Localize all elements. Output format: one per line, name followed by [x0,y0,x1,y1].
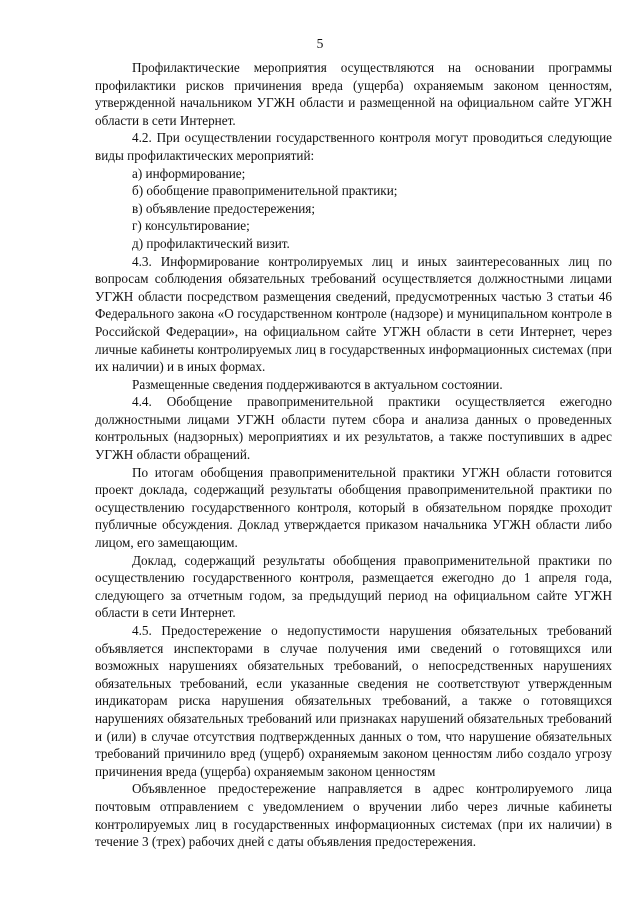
paragraph-warning-delivery: Объявленное предостережение направляется в адрес контролируемого лица почтовым отправлением с уведомлением о вручении либо через личные кабинеты контролируемых лиц в государственных информационных системах (при их наличии) в течение 3 (трех) рабочих дней с даты объявления предостережения. [95,781,612,850]
document-body [95,59,612,851]
list-item-v: в) объявление предостережения; [132,200,316,216]
paragraph-4-4: 4.4. Обобщение правоприменительной практики осуществляется ежегодно должностными лицами УГЖН области путем сбора и анализа данных о проведенных контрольных (надзорных) мероприятиях и их результатов, а также поступивших в адрес УГЖН области обращений. [95,394,612,463]
list-item-b: б) обобщение правоприменительной практики; [132,183,398,199]
list-item-a: а) информирование; [132,165,246,181]
list-item-g: г) консультирование; [132,218,250,234]
paragraph-report-publication: Доклад, содержащий результаты обобщения правоприменительной практики по осуществлению государственного контроля, размещается ежегодно до 1 апреля года, следующего за отчетным годом, за предыдущий период на официальном сайте УГЖН области в сети Интернет. [95,552,612,621]
list-item-d: д) профилактический визит. [132,235,290,251]
paragraph-prevention-basis: Профилактические мероприятия осуществляются на основании программы профилактики рисков причинения вреда (ущерба) охраняемым законом ценностям, утвержденной начальником УГЖН области и размещенной на официальном сайте УГЖН области в сети Интернет. [95,60,612,128]
paragraph-report-draft: По итогам обобщения правоприменительной практики УГЖН области готовится проект доклада, содержащий результаты обобщения правоприменительной практики по осуществлению государственного контроля, который в обязательном порядке проходит публичные обсуждения. Доклад утверждается приказом начальника УГЖН области либо лицом, его замещающим. [95,464,612,551]
paragraph-info-actual: Размещенные сведения поддерживаются в актуальном состоянии. [132,376,503,392]
paragraph-4-3: 4.3. Информирование контролируемых лиц и иных заинтересованных лиц по вопросам соблюдения обязательных требований осуществляется должностными лицами УГЖН области посредством размещения сведений, предусмотренных частью 3 статьи 46 Федерального закона «О государственном контроле (надзоре) и муниципальном контроле в Российской Федерации», на официальном сайте УГЖН области в сети Интернет, через личные кабинеты контролируемых лиц в государственных информационных системах (при их наличии) и в иных формах. [95,253,612,375]
page-number: 5 [316,36,324,51]
paragraph-4-2: 4.2. При осуществлении государственного контроля могут проводиться следующие виды профилактических мероприятий: [95,130,612,163]
paragraph-4-5: 4.5. Предостережение о недопустимости нарушения обязательных требований объявляется инспекторами в случае получения ими сведений о готовящихся или возможных нарушениях обязательных требований, о непосредственных нарушениях обязательных требований, если указанные сведения не соответствуют утвержденным индикаторам риска нарушения обязательных требований, а также о готовящихся нарушениях обязательных требований или признаках нарушений обязательных требований и (или) в случае отсутствия подтвержденных данных о том, что нарушение обязательных требований причинило вред (ущерб) охраняемым законом ценностям либо создало угрозу причинения вреда (ущерба) охраняемым законом ценностям [95,623,612,779]
